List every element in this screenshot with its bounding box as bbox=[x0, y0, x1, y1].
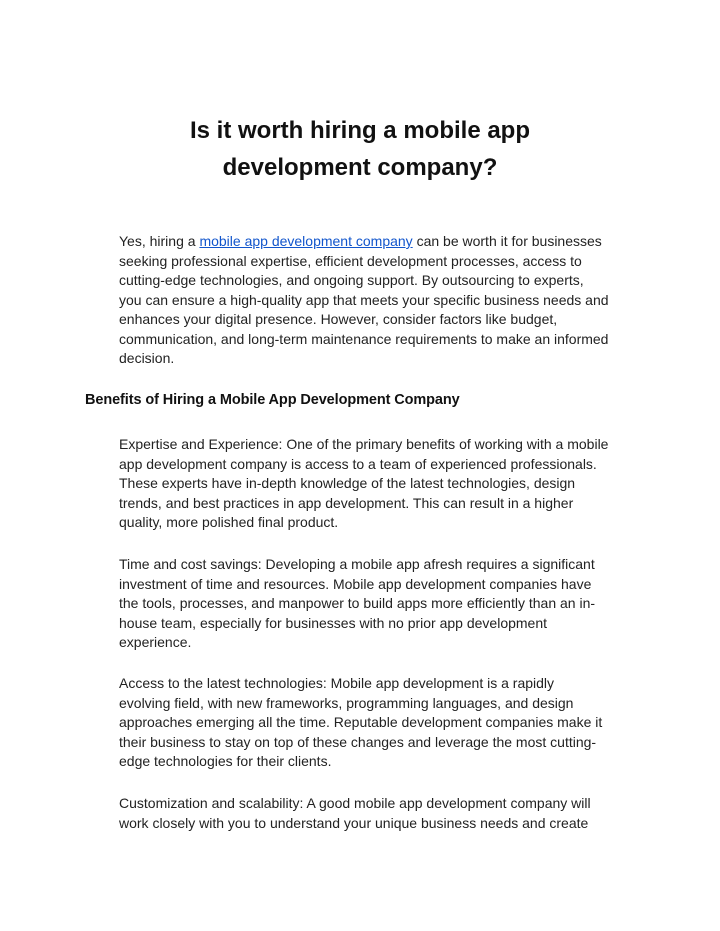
paragraph-technologies: Access to the latest technologies: Mobile app development is a rapidly evolving field, with new frameworks, programming languages, and design approaches emerging all the time. Reputable development companies make it their business to stay on top of these changes and leverage the most cutting-edge technologies for their clients. bbox=[119, 675, 603, 769]
paragraph-customization: Customization and scalability: A good mobile app development company will work closely with you to understand your unique business needs and create bbox=[119, 795, 591, 831]
intro-paragraph bbox=[119, 232, 609, 369]
intro-text-after-link: can be worth it for businesses seeking professional expertise, efficient development processes, access to cutting-edge technologies, and ongoing support. By outsourcing to experts, you can ensure a high-quality app that meets your specific business needs and enhances your digital presence. However, consider factors like budget, communication, and long-term maintenance requirements to make an informed decision. bbox=[119, 233, 609, 366]
section-heading: Benefits of Hiring a Mobile App Development Company bbox=[85, 392, 460, 408]
paragraph-time-cost: Time and cost savings: Developing a mobile app afresh requires a significant investment of time and resources. Mobile app development companies have the tools, processes, and manpower to build apps more efficiently than an in-house team, especially for businesses with no prior app development experience. bbox=[119, 556, 596, 650]
intro-text-before-link: Yes, hiring a bbox=[119, 233, 200, 249]
paragraph-expertise: Expertise and Experience: One of the primary benefits of working with a mobile app development company is access to a team of experienced professionals. These experts have in-depth knowledge of the latest technologies, design trends, and best practices in app development. This can result in a higher quality, more polished final product. bbox=[119, 436, 609, 530]
page-title: Is it worth hiring a mobile app development company? bbox=[189, 117, 531, 181]
mobile-app-company-link[interactable]: mobile app development company bbox=[199, 233, 413, 249]
